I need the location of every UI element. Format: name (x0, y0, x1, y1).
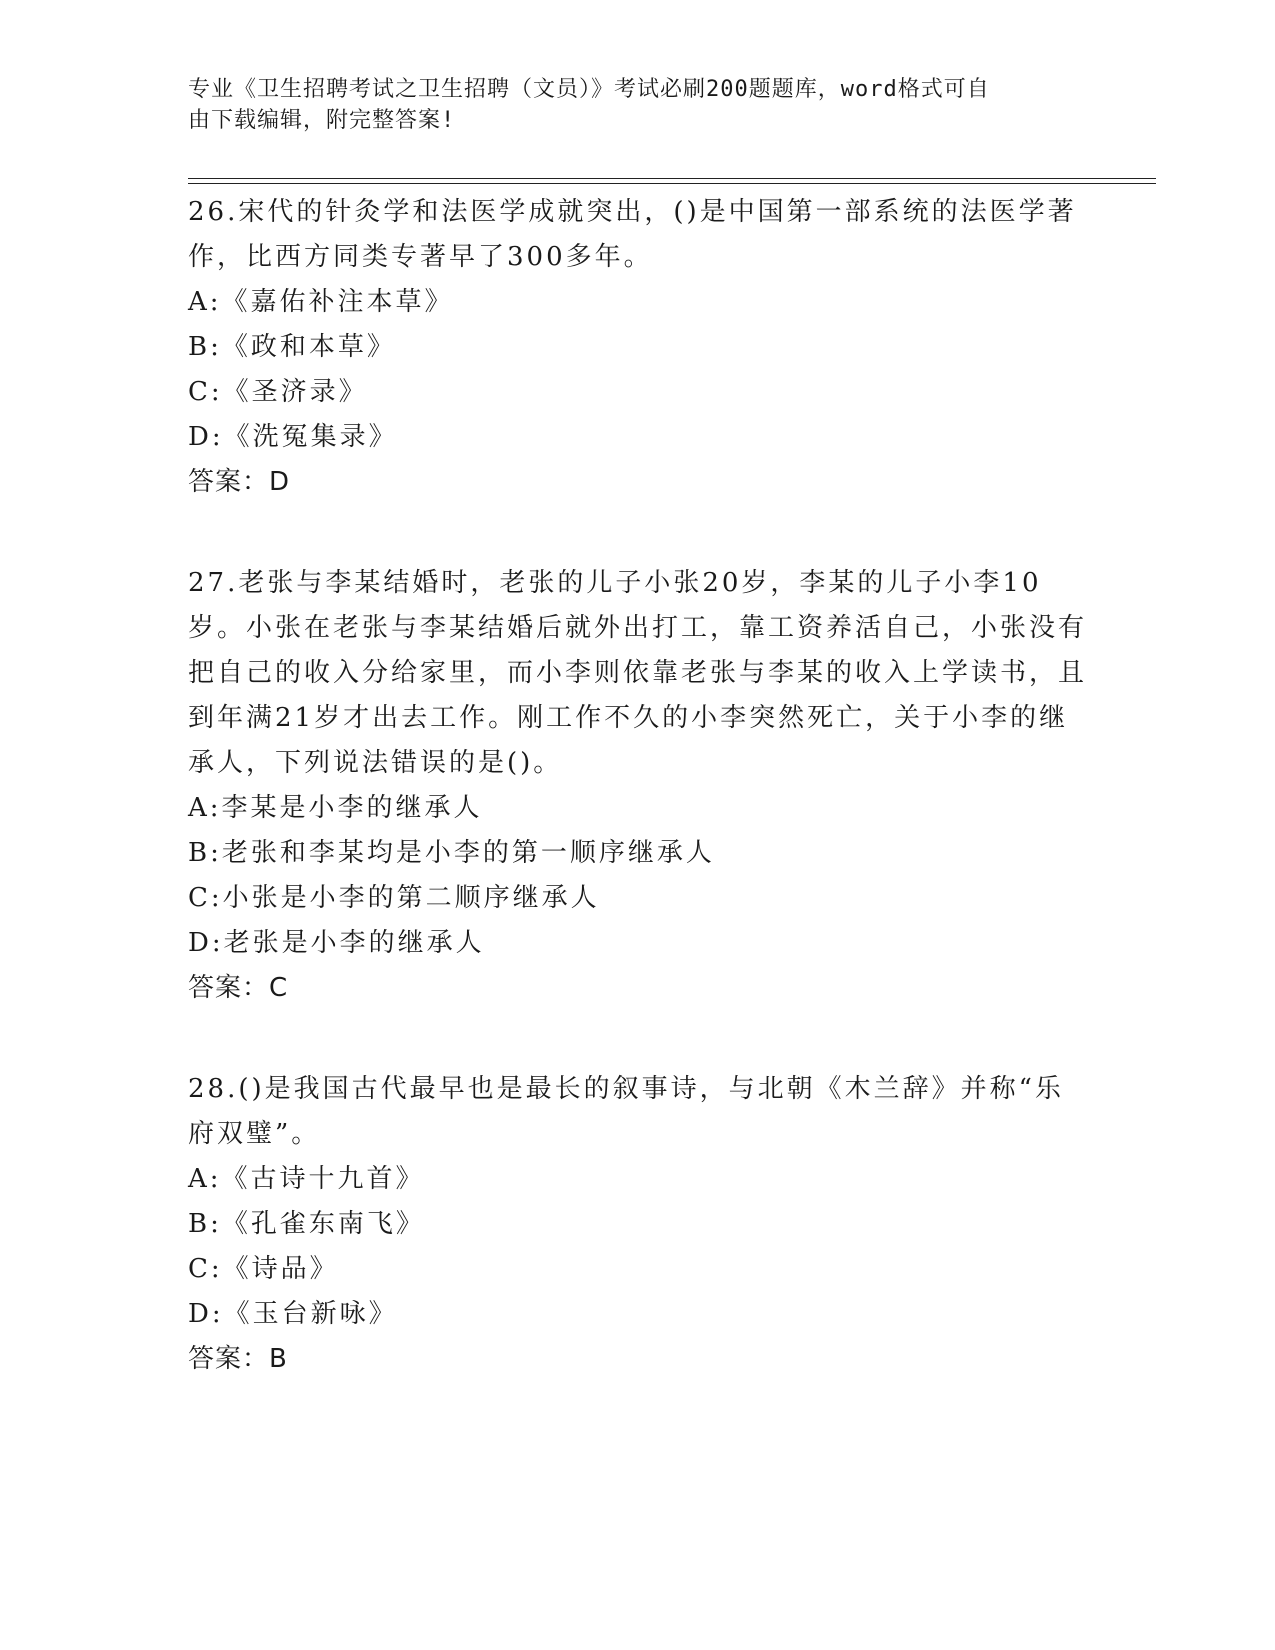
option-b: B:《孔雀东南飞》 (188, 1209, 425, 1239)
question-text: 26.宋代的针灸学和法医学成就突出，()是中国第一部系统的法医学著作，比西方同类专著早了300多年。 (188, 197, 1077, 272)
option-b: B:老张和李某均是小李的第一顺序继承人 (188, 838, 715, 868)
question-list (188, 190, 1088, 1382)
header-divider-top (188, 178, 1156, 179)
option-a: A:《嘉佑补注本草》 (188, 287, 454, 317)
option-a: A:《古诗十九首》 (188, 1164, 425, 1194)
option-d: D:老张是小李的继承人 (188, 928, 485, 958)
header-line-1: 专业《卫生招聘考试之卫生招聘（文员）》考试必刷200题题库，word格式可自 (188, 77, 990, 102)
answer-label: 答案：B (188, 1344, 288, 1374)
option-c: C:小张是小李的第二顺序继承人 (188, 883, 600, 913)
option-a: A:李某是小李的继承人 (188, 793, 483, 823)
document-header (188, 74, 1088, 136)
option-d: D:《玉台新咏》 (188, 1299, 398, 1329)
option-c: C:《圣济录》 (188, 377, 368, 407)
header-divider-bottom (188, 183, 1156, 184)
question-spacer (188, 505, 1088, 561)
header-line-2: 由下载编辑，附完整答案! (188, 108, 456, 133)
question-text: 27.老张与李某结婚时，老张的儿子小张20岁，李某的儿子小李10岁。小张在老张与李某结婚后就外出打工，靠工资养活自己，小张没有把自己的收入分给家里，而小李则依靠老张与李某的收入上学读书，且到年满21岁才出去工作。刚工作不久的小李突然死亡，关于小李的继承人，下列说法错误的是()。 (188, 568, 1088, 778)
option-b: B:《政和本草》 (188, 332, 396, 362)
question-26 (188, 190, 1088, 505)
option-c: C:《诗品》 (188, 1254, 339, 1284)
option-d: D:《洗冤集录》 (188, 422, 398, 452)
question-text: 28.()是我国古代最早也是最长的叙事诗，与北朝《木兰辞》并称“乐府双璧”。 (188, 1074, 1064, 1149)
question-spacer (188, 1011, 1088, 1067)
question-27 (188, 561, 1088, 1011)
question-28 (188, 1067, 1088, 1382)
answer-label: 答案：D (188, 467, 291, 497)
answer-label: 答案：C (188, 973, 289, 1003)
